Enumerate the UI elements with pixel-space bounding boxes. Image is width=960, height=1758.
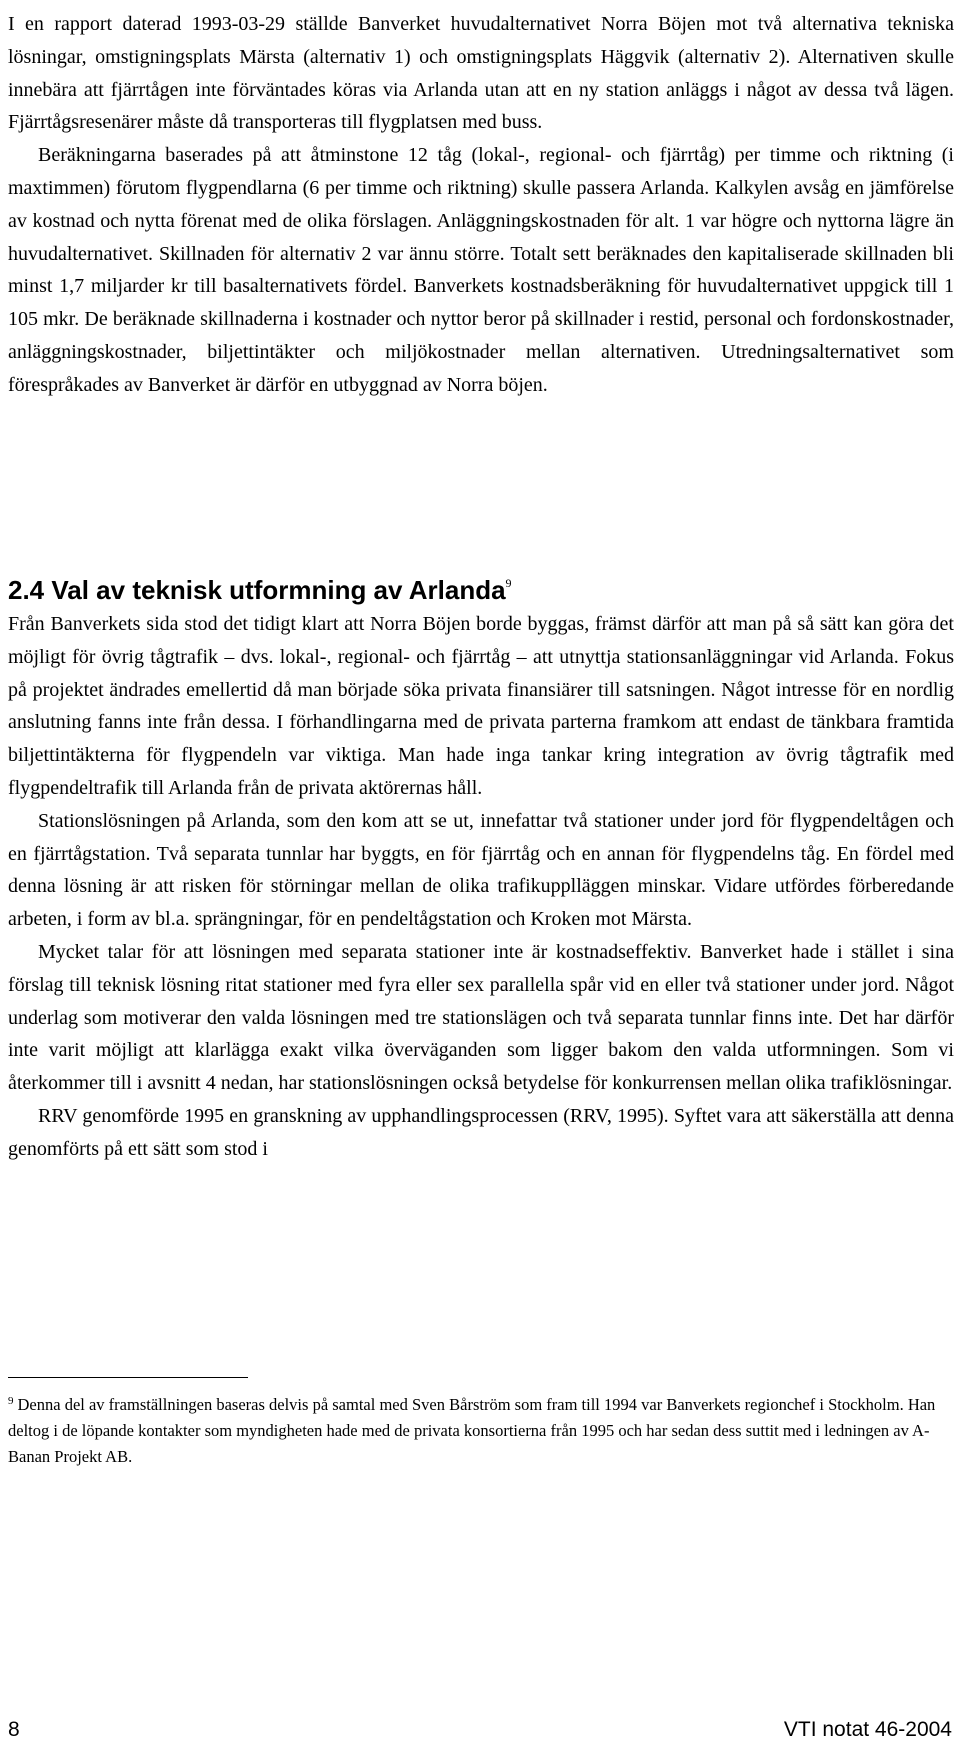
footnote-mark: 9 [8,1395,14,1407]
publication-id: VTI notat 46-2004 [783,1718,952,1741]
footnote-divider [8,1377,248,1378]
footnote-text: Denna del av framställningen baseras delvis på samtal med Sven Bårström som fram till 1994 var Banverkets regionchef i Stockholm. Han deltog i de löpande kontakter som myndigheten hade med de privata konsortierna från 1995 och har sedan dess suttit med i ledningen av A-Banan Projekt AB. [8,1395,936,1466]
paragraph-section-1: Från Banverkets sida stod det tidigt klart att Norra Böjen borde byggas, främst därför att man på så sätt kan göra det möjligt för övrig tågtrafik – dvs. lokal-, regional- och fjärrtåg – att utnyttja stationsanläggningar vid Arlanda. Fokus på projektet ändrades emellertid då man började söka privata finansiärer till satsningen. Något intresse för en nordlig anslutning fanns inte från dessa. I förhandlingarna med de privata parterna framkom att endast de tänkbara framtida biljettintäkterna för flygpendeln var viktiga. Man hade inga tankar kring integration av övrig tågtrafik med flygpendeltrafik till Arlanda från de privata aktörernas håll. [8,613,954,799]
page-footer [8,1718,952,1748]
paragraph-section-2: Stationslösningen på Arlanda, som den kom att se ut, innefattar två stationer under jord för flygpendeltågen och en fjärrtågstation. Två separata tunnlar har byggts, en för fjärrtåg och en annan för flygpendelns tåg. En fördel med denna lösning är att risken för störningar mellan de olika trafikupplläggen minskar. Vidare utfördes förberedande arbeten, i form av bl.a. sprängningar, för en pendeltågstation och Kroken mot Märsta. [8,809,954,931]
body-text-section [8,608,954,1166]
section-footnote-mark: 9 [505,576,512,590]
section-title: 2.4 Val av teknisk utformning av Arlanda [8,575,506,605]
paragraph-section-3: Mycket talar för att lösningen med separata stationer inte är kostnadseffektiv. Banverket hade i stället i sina förslag till teknisk lösning ritat stationer med fyra eller sex parallella spår vid en eller två stationer under jord. Något underlag som motiverar den valda lösningen med tre stationslägen och två separata tunnlar finns inte. Det har därför inte varit möjligt att klarlägga exakt vilka överväganden som ligger bakom den valda utformningen. Som vi återkommer till i avsnitt 4 nedan, har stationslösningen också betydelse för konkurrensen mellan olika trafiklösningar. [8,940,954,1095]
footnote [8,1388,954,1470]
paragraph-report: I en rapport daterad 1993-03-29 ställde Banverket huvudalternativet Norra Böjen mot två alternativa tekniska lösningar, omstigningsplats Märsta (alternativ 1) och omstigningsplats Häggvik (alternativ 2). Alternativen skulle innebära att fjärrtågen inte förväntades köras via Arlanda utan att en ny station anläggs i något av dessa två lägen. Fjärrtågsresenärer måste då transporteras till flygplatsen med buss. [8,13,954,134]
paragraph-calculations: Beräkningarna baserades på att åtminstone 12 tåg (lokal-, regional- och fjärrtåg) per timme och riktning (i maxtimmen) förutom flygpendlarna (6 per timme och riktning) skulle passera Arlanda. Kalkylen avsåg en jämförelse av kostnad och nytta förenat med de olika förslagen. Anläggningskostnaden för alt. 1 var högre och nyttorna lägre än huvudalternativet. Skillnaden för alternativ 2 var ännu större. Totalt sett beräknades den kapitaliserade skillnaden bli minst 1,7 miljarder kr till basalternativets fördel. Banverkets kostnadsberäkning för huvudalternativet uppgick till 1 105 mkr. De beräknade skillnaderna i kostnader och nyttor beror på skillnader i restid, personal och fordonskostnader, anläggningskostnader, biljettintäkter och miljökostnader mellan alternativen. Utredningsalternativet som förespråkades av Banverket är därför en utbyggnad av Norra böjen. [8,144,954,396]
paragraph-section-4: RRV genomförde 1995 en granskning av upphandlingsprocessen (RRV, 1995). Syftet vara att säkerställa att denna genomförts på ett sätt som stod i [8,1104,954,1160]
section-heading [8,563,954,610]
page-number: 8 [8,1718,20,1741]
body-text-top [8,8,954,402]
